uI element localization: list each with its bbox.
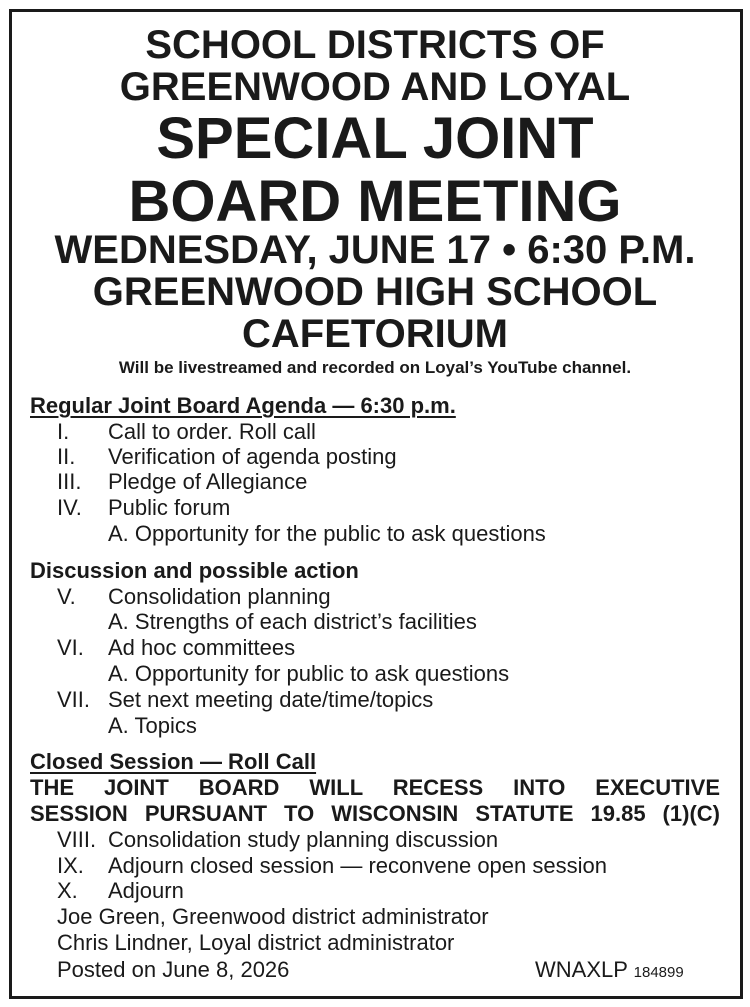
closed-session-heading: Closed Session — Roll Call (30, 749, 317, 774)
item-text: Verification of agenda posting (108, 444, 397, 469)
publication-code (535, 957, 684, 986)
item-number: V. (57, 584, 76, 609)
meeting-room: CAFETORIUM (242, 312, 508, 356)
regular-agenda-heading: Regular Joint Board Agenda — 6:30 p.m. (30, 393, 456, 418)
item-number: IV. (57, 495, 82, 520)
item-text: Ad hoc committees (108, 635, 296, 660)
publication-code-text: WNAXLP (535, 957, 628, 982)
sub-item-text: A. Opportunity for public to ask questions (108, 661, 510, 686)
heading-line-1: SCHOOL DISTRICTS OF (145, 23, 605, 67)
item-number: VIII. (57, 827, 97, 852)
item-number: I. (57, 419, 70, 444)
livestream-note: Will be livestreamed and recorded on Loyal’s YouTube channel. (118, 358, 632, 377)
item-text: Consolidation study planning discussion (108, 827, 499, 852)
title-line-1: SPECIAL JOINT (156, 106, 594, 171)
posted-date: Posted on June 8, 2026 (57, 957, 290, 982)
item-text: Adjourn (108, 878, 184, 903)
item-text: Public forum (108, 495, 231, 520)
item-text: Pledge of Allegiance (108, 469, 308, 494)
item-text: Consolidation planning (108, 584, 331, 609)
item-number: VII. (57, 687, 91, 712)
item-number: III. (57, 469, 82, 494)
title-line-2: BOARD MEETING (128, 169, 622, 234)
discussion-heading: Discussion and possible action (30, 558, 359, 583)
item-number: IX. (57, 853, 84, 878)
signature-greenwood: Joe Green, Greenwood district administrator (57, 904, 489, 929)
item-text: Adjourn closed session — reconvene open session (108, 853, 607, 878)
heading-line-2: GREENWOOD AND LOYAL (119, 65, 631, 109)
executive-session-statement-line-1: THE JOINT BOARD WILL RECESS INTO EXECUTIVE (30, 775, 720, 800)
executive-session-statement-line-2: SESSION PURSUANT TO WISCONSIN STATUTE 19.85 (1)(C) (30, 801, 720, 826)
meeting-date: WEDNESDAY, JUNE 17 • 6:30 P.M. (54, 228, 696, 272)
item-number: X. (57, 878, 78, 903)
signature-loyal: Chris Lindner, Loyal district administrator (57, 930, 455, 955)
item-text: Set next meeting date/time/topics (108, 687, 434, 712)
publication-number: 184899 (633, 964, 684, 981)
sub-item-text: A. Strengths of each district’s facilities (108, 609, 477, 634)
item-number: II. (57, 444, 76, 469)
sub-item-text: A. Opportunity for the public to ask questions (108, 521, 546, 546)
item-text: Call to order. Roll call (108, 419, 316, 444)
meeting-venue: GREENWOOD HIGH SCHOOL (92, 270, 658, 314)
item-number: VI. (57, 635, 84, 660)
sub-item-text: A. Topics (108, 713, 197, 738)
